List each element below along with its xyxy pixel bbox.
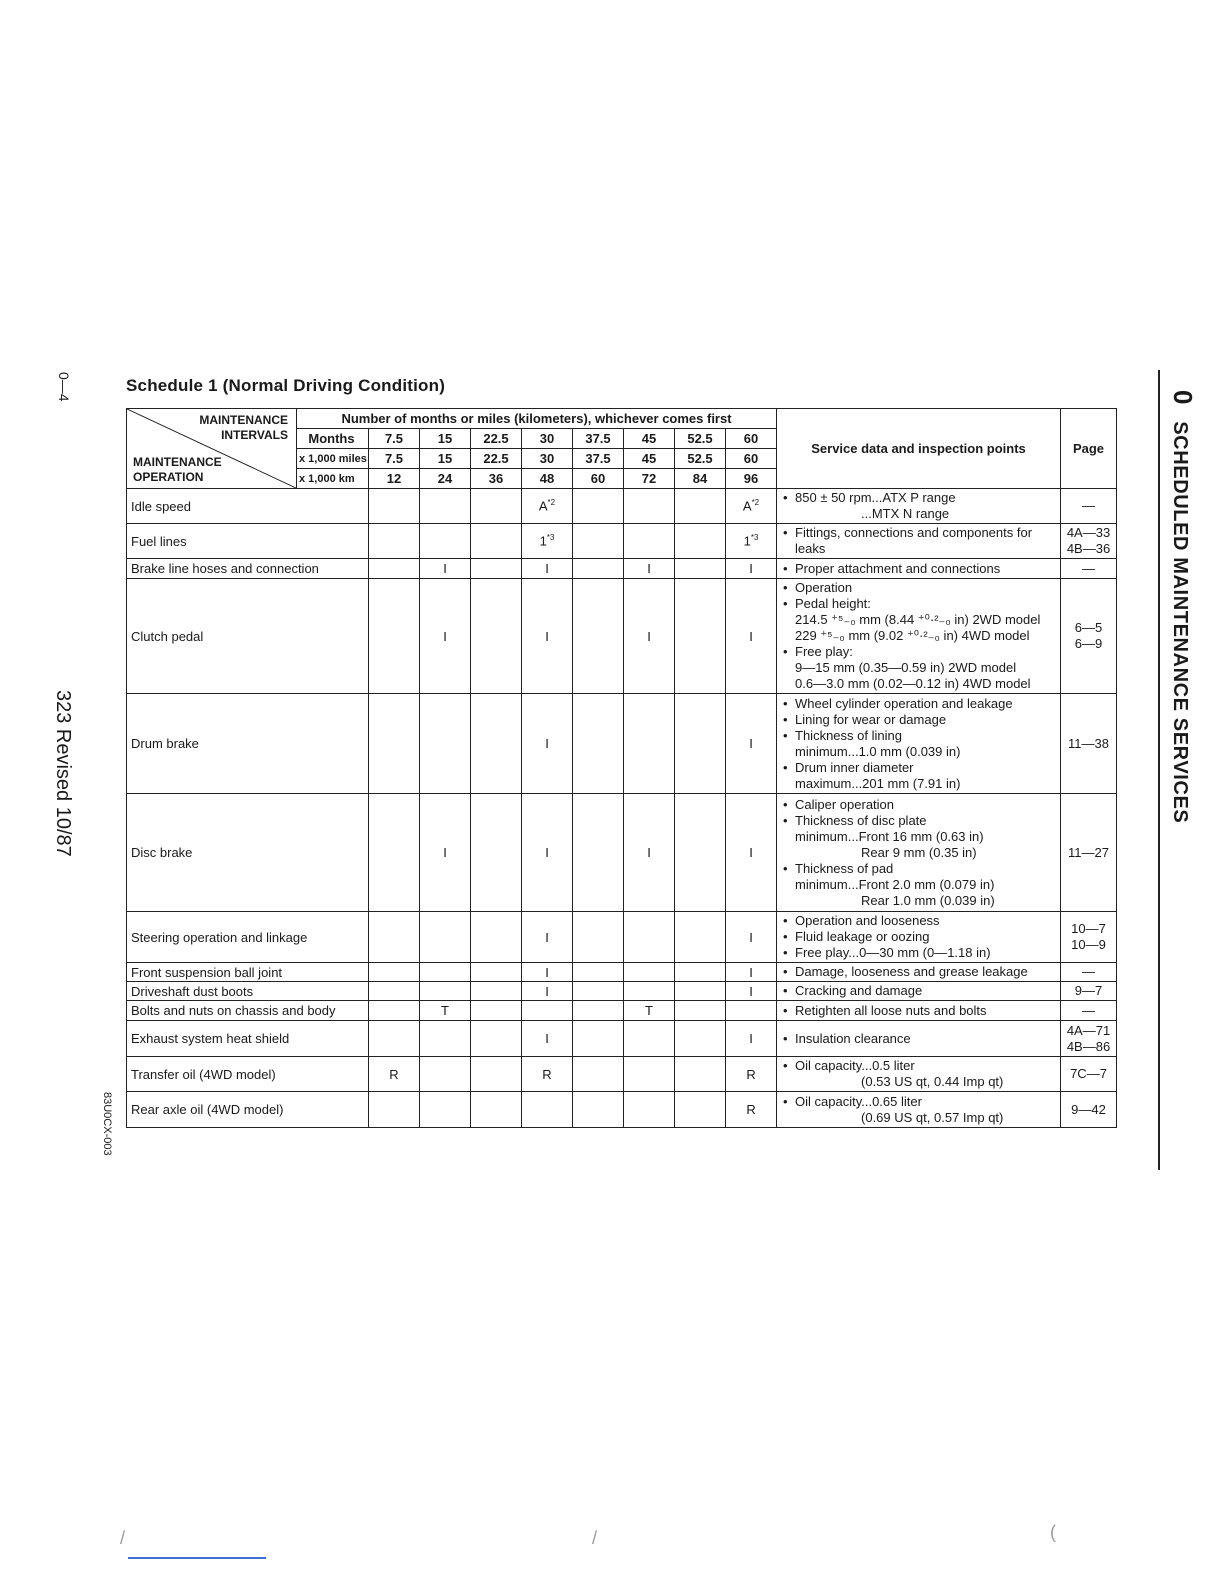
interval-mark bbox=[675, 982, 726, 1001]
service-bullet: • 850 ± 50 rpm...ATX P range bbox=[781, 490, 1056, 506]
service-bullet: • Fluid leakage or oozing bbox=[781, 929, 1056, 945]
schedule-row bbox=[127, 963, 1117, 982]
interval-mark: I bbox=[420, 579, 471, 694]
interval-mark bbox=[420, 963, 471, 982]
interval-mark bbox=[726, 1001, 777, 1021]
interval-mark bbox=[573, 489, 624, 524]
service-bullet: • Operation and looseness bbox=[781, 913, 1056, 929]
interval-mark bbox=[675, 912, 726, 963]
interval-mark: I bbox=[726, 963, 777, 982]
interval-mark bbox=[624, 1057, 675, 1092]
service-detail: minimum...Front 16 mm (0.63 in) bbox=[795, 828, 984, 844]
interval-mark bbox=[369, 982, 420, 1001]
footnote-ref: *3 bbox=[546, 533, 555, 543]
miles-value: 22.5 bbox=[471, 449, 522, 469]
interval-mark bbox=[420, 694, 471, 794]
months-value: 15 bbox=[420, 429, 471, 449]
operation-name: Idle speed bbox=[127, 489, 369, 524]
service-detail: Rear 1.0 mm (0.039 in) bbox=[861, 892, 995, 908]
page-reference: 11—38 bbox=[1061, 694, 1117, 794]
service-points bbox=[777, 559, 1061, 579]
interval-mark: T bbox=[420, 1001, 471, 1021]
service-bullet: • Operation bbox=[781, 580, 1056, 596]
interval-mark: I bbox=[522, 794, 573, 912]
interval-mark bbox=[624, 1092, 675, 1128]
schedule-row bbox=[127, 982, 1117, 1001]
service-bullet: • Thickness of pad bbox=[781, 861, 1056, 877]
interval-mark: R bbox=[369, 1057, 420, 1092]
interval-mark bbox=[369, 559, 420, 579]
miles-value: 37.5 bbox=[573, 449, 624, 469]
page-reference: 9—42 bbox=[1061, 1092, 1117, 1128]
interval-mark bbox=[573, 559, 624, 579]
interval-mark: I bbox=[726, 579, 777, 694]
service-detail: (0.69 US qt, 0.57 Imp qt) bbox=[861, 1109, 1004, 1125]
service-detail: 214.5 ⁺⁵₋₀ mm (8.44 ⁺⁰·²₋₀ in) 2WD model bbox=[795, 612, 1041, 627]
miles-value: 15 bbox=[420, 449, 471, 469]
interval-mark bbox=[420, 912, 471, 963]
interval-mark: I bbox=[522, 579, 573, 694]
interval-mark: I bbox=[726, 982, 777, 1001]
miles-value: 60 bbox=[726, 449, 777, 469]
service-points bbox=[777, 963, 1061, 982]
page-column-header: Page bbox=[1061, 409, 1117, 489]
maintenance-intervals-label: MAINTENANCE INTERVALS bbox=[199, 413, 288, 442]
service-bullet: • Cracking and damage bbox=[781, 983, 1056, 999]
months-value: 30 bbox=[522, 429, 573, 449]
interval-mark bbox=[675, 694, 726, 794]
interval-mark bbox=[471, 489, 522, 524]
interval-mark: I bbox=[624, 559, 675, 579]
operation-name: Clutch pedal bbox=[127, 579, 369, 694]
interval-mark: R bbox=[726, 1057, 777, 1092]
service-points bbox=[777, 1001, 1061, 1021]
miles-label: x 1,000 miles bbox=[297, 449, 369, 469]
interval-mark bbox=[471, 579, 522, 694]
interval-mark bbox=[573, 794, 624, 912]
interval-mark bbox=[471, 1057, 522, 1092]
interval-mark: I bbox=[726, 559, 777, 579]
service-bullet: • Thickness of disc plate bbox=[781, 813, 1056, 829]
interval-mark bbox=[471, 1001, 522, 1021]
operation-name: Disc brake bbox=[127, 794, 369, 912]
interval-mark bbox=[624, 489, 675, 524]
service-bullet: • Oil capacity...0.65 liter bbox=[781, 1094, 1056, 1110]
interval-mark bbox=[675, 579, 726, 694]
interval-mark bbox=[369, 694, 420, 794]
km-value: 72 bbox=[624, 469, 675, 489]
service-bullet: • Thickness of lining bbox=[781, 728, 1056, 744]
interval-mark bbox=[369, 912, 420, 963]
page-reference: 4A—33 4B—36 bbox=[1061, 524, 1117, 559]
page-reference: — bbox=[1061, 559, 1117, 579]
interval-mark bbox=[522, 1092, 573, 1128]
operation-name: Fuel lines bbox=[127, 524, 369, 559]
interval-mark bbox=[471, 524, 522, 559]
interval-mark bbox=[573, 1021, 624, 1057]
operation-name: Transfer oil (4WD model) bbox=[127, 1057, 369, 1092]
interval-mark: 1$^{*3}$ bbox=[522, 524, 573, 559]
interval-mark bbox=[369, 524, 420, 559]
km-value: 12 bbox=[369, 469, 420, 489]
page-reference: 9—7 bbox=[1061, 982, 1117, 1001]
interval-mark: I bbox=[522, 912, 573, 963]
schedule-row bbox=[127, 1057, 1117, 1092]
interval-mark: I bbox=[726, 912, 777, 963]
interval-mark: I bbox=[420, 794, 471, 912]
interval-mark: $A^{*2}$ bbox=[522, 489, 573, 524]
service-column-header: Service data and inspection points bbox=[777, 409, 1061, 489]
interval-mark: $A^{*2}$ bbox=[726, 489, 777, 524]
months-value: 45 bbox=[624, 429, 675, 449]
schedule-row bbox=[127, 1092, 1117, 1128]
page-reference: — bbox=[1061, 1001, 1117, 1021]
schedule-row bbox=[127, 1001, 1117, 1021]
months-value: 60 bbox=[726, 429, 777, 449]
km-value: 60 bbox=[573, 469, 624, 489]
page-reference: 11—27 bbox=[1061, 794, 1117, 912]
interval-mark: I bbox=[726, 794, 777, 912]
service-bullet: • Caliper operation bbox=[781, 797, 1056, 813]
interval-mark bbox=[369, 489, 420, 524]
interval-mark bbox=[624, 1021, 675, 1057]
interval-mark bbox=[471, 1021, 522, 1057]
interval-mark bbox=[675, 1057, 726, 1092]
service-detail: leaks bbox=[795, 541, 826, 556]
operation-name: Front suspension ball joint bbox=[127, 963, 369, 982]
interval-mark bbox=[573, 963, 624, 982]
service-detail: 229 ⁺⁵₋₀ mm (9.02 ⁺⁰·²₋₀ in) 4WD model bbox=[795, 628, 1030, 643]
interval-mark bbox=[675, 794, 726, 912]
months-value: 7.5 bbox=[369, 429, 420, 449]
schedule-body bbox=[127, 489, 1117, 1128]
interval-mark: I bbox=[624, 794, 675, 912]
interval-mark bbox=[369, 794, 420, 912]
pencil-mark: / bbox=[592, 1528, 598, 1548]
interval-mark bbox=[369, 579, 420, 694]
schedule-row bbox=[127, 524, 1117, 559]
interval-mark bbox=[369, 1092, 420, 1128]
interval-mark bbox=[420, 489, 471, 524]
km-value: 48 bbox=[522, 469, 573, 489]
interval-mark: T bbox=[624, 1001, 675, 1021]
interval-mark bbox=[675, 524, 726, 559]
service-detail: 9—15 mm (0.35—0.59 in) 2WD model bbox=[795, 660, 1017, 675]
service-bullet: • Oil capacity...0.5 liter bbox=[781, 1058, 1056, 1074]
service-bullet: • Free play...0—30 mm (0—1.18 in) bbox=[781, 945, 1056, 961]
header-corner bbox=[127, 409, 297, 489]
interval-mark bbox=[573, 912, 624, 963]
interval-mark bbox=[573, 1092, 624, 1128]
page-reference: 7C—7 bbox=[1061, 1057, 1117, 1092]
interval-mark bbox=[624, 524, 675, 559]
interval-mark bbox=[624, 912, 675, 963]
section-number: 0 bbox=[1168, 390, 1198, 406]
interval-mark bbox=[624, 694, 675, 794]
months-value: 52.5 bbox=[675, 429, 726, 449]
service-points bbox=[777, 982, 1061, 1001]
interval-mark bbox=[471, 559, 522, 579]
months-label: Months bbox=[297, 429, 369, 449]
schedule-row bbox=[127, 489, 1117, 524]
service-points bbox=[777, 489, 1061, 524]
interval-mark bbox=[573, 1057, 624, 1092]
miles-value: 52.5 bbox=[675, 449, 726, 469]
service-bullet: • Proper attachment and connections bbox=[781, 561, 1056, 577]
schedule-row bbox=[127, 559, 1117, 579]
km-value: 96 bbox=[726, 469, 777, 489]
page-reference: 10—7 10—9 bbox=[1061, 912, 1117, 963]
pencil-mark: / bbox=[120, 1528, 126, 1548]
interval-mark: R bbox=[522, 1057, 573, 1092]
interval-mark bbox=[675, 489, 726, 524]
maintenance-operation-label: MAINTENANCE OPERATION bbox=[133, 455, 222, 484]
interval-mark bbox=[471, 982, 522, 1001]
interval-mark bbox=[420, 1092, 471, 1128]
schedule-row bbox=[127, 794, 1117, 912]
km-value: 84 bbox=[675, 469, 726, 489]
section-heading bbox=[1167, 390, 1198, 850]
service-bullet: • Fittings, connections and components for bbox=[781, 525, 1056, 541]
km-value: 24 bbox=[420, 469, 471, 489]
page-reference: 6—5 6—9 bbox=[1061, 579, 1117, 694]
miles-value: 30 bbox=[522, 449, 573, 469]
months-value: 37.5 bbox=[573, 429, 624, 449]
interval-mark: I bbox=[726, 1021, 777, 1057]
service-bullet: • Free play: bbox=[781, 644, 1056, 660]
service-bullet: • Insulation clearance bbox=[781, 1031, 1056, 1047]
interval-mark bbox=[420, 1057, 471, 1092]
interval-span-header: Number of months or miles (kilometers), whichever comes first bbox=[297, 409, 777, 429]
miles-value: 7.5 bbox=[369, 449, 420, 469]
interval-mark bbox=[471, 794, 522, 912]
interval-mark bbox=[369, 1021, 420, 1057]
interval-mark bbox=[573, 694, 624, 794]
operation-name: Driveshaft dust boots bbox=[127, 982, 369, 1001]
page-number: 0—4 bbox=[56, 372, 72, 402]
operation-name: Rear axle oil (4WD model) bbox=[127, 1092, 369, 1128]
schedule-row bbox=[127, 1021, 1117, 1057]
figure-code: 83U0CX-003 bbox=[101, 1092, 113, 1156]
operation-name: Bolts and nuts on chassis and body bbox=[127, 1001, 369, 1021]
service-points bbox=[777, 524, 1061, 559]
operation-name: Exhaust system heat shield bbox=[127, 1021, 369, 1057]
interval-mark: I bbox=[522, 694, 573, 794]
service-points bbox=[777, 1021, 1061, 1057]
service-detail: (0.53 US qt, 0.44 Imp qt) bbox=[861, 1074, 1004, 1089]
service-detail: 0.6—3.0 mm (0.02—0.12 in) 4WD model bbox=[795, 676, 1031, 691]
interval-mark: I bbox=[522, 1021, 573, 1057]
pencil-mark: ( bbox=[1050, 1522, 1056, 1542]
operation-name: Brake line hoses and connection bbox=[127, 559, 369, 579]
page-reference: — bbox=[1061, 489, 1117, 524]
interval-mark: I bbox=[624, 579, 675, 694]
interval-mark bbox=[573, 1001, 624, 1021]
interval-mark bbox=[369, 963, 420, 982]
interval-mark bbox=[471, 1092, 522, 1128]
page-reference: 4A—71 4B—86 bbox=[1061, 1021, 1117, 1057]
service-points bbox=[777, 579, 1061, 694]
service-detail: maximum...201 mm (7.91 in) bbox=[795, 775, 961, 791]
revision-note: 323 Revised 10/87 bbox=[52, 690, 74, 857]
operation-name: Steering operation and linkage bbox=[127, 912, 369, 963]
page-title: Schedule 1 (Normal Driving Condition) bbox=[126, 376, 446, 395]
interval-mark: I bbox=[522, 559, 573, 579]
section-rule bbox=[1158, 370, 1160, 1170]
miles-value: 45 bbox=[624, 449, 675, 469]
interval-mark: R bbox=[726, 1092, 777, 1128]
interval-mark bbox=[420, 982, 471, 1001]
interval-mark bbox=[624, 963, 675, 982]
interval-mark bbox=[675, 559, 726, 579]
service-detail: minimum...1.0 mm (0.039 in) bbox=[795, 743, 961, 759]
service-detail: minimum...Front 2.0 mm (0.079 in) bbox=[795, 876, 995, 892]
service-points bbox=[777, 912, 1061, 963]
page-reference: — bbox=[1061, 963, 1117, 982]
km-value: 36 bbox=[471, 469, 522, 489]
footnote-ref: *3 bbox=[750, 533, 759, 543]
service-bullet: • Retighten all loose nuts and bolts bbox=[781, 1003, 1056, 1019]
interval-mark bbox=[573, 579, 624, 694]
interval-mark bbox=[522, 1001, 573, 1021]
service-points bbox=[777, 694, 1061, 794]
footer-link-underline[interactable] bbox=[128, 1557, 266, 1559]
interval-mark bbox=[471, 912, 522, 963]
interval-mark bbox=[624, 982, 675, 1001]
interval-mark bbox=[573, 982, 624, 1001]
service-detail: Rear 9 mm (0.35 in) bbox=[861, 844, 977, 860]
interval-mark bbox=[573, 524, 624, 559]
interval-mark: I bbox=[522, 963, 573, 982]
service-bullet: • Wheel cylinder operation and leakage bbox=[781, 696, 1056, 712]
interval-mark bbox=[675, 1001, 726, 1021]
interval-mark bbox=[471, 963, 522, 982]
service-bullet: • Lining for wear or damage bbox=[781, 712, 1056, 728]
maintenance-schedule-table bbox=[126, 408, 1117, 1128]
interval-mark: I bbox=[420, 559, 471, 579]
interval-mark bbox=[369, 1001, 420, 1021]
service-points bbox=[777, 1057, 1061, 1092]
interval-mark bbox=[471, 694, 522, 794]
schedule-row bbox=[127, 694, 1117, 794]
km-label: x 1,000 km bbox=[297, 469, 369, 489]
interval-mark bbox=[420, 524, 471, 559]
section-title: SCHEDULED MAINTENANCE SERVICES bbox=[1169, 421, 1191, 824]
service-bullet: • Damage, looseness and grease leakage bbox=[781, 964, 1056, 980]
interval-mark: I bbox=[726, 694, 777, 794]
footnote-ref: *2 bbox=[547, 498, 556, 508]
interval-mark: I bbox=[522, 982, 573, 1001]
interval-mark: 1$^{*3}$ bbox=[726, 524, 777, 559]
months-value: 22.5 bbox=[471, 429, 522, 449]
interval-mark bbox=[420, 1021, 471, 1057]
interval-mark bbox=[675, 1092, 726, 1128]
interval-mark bbox=[675, 1021, 726, 1057]
service-points bbox=[777, 794, 1061, 912]
schedule-row bbox=[127, 912, 1117, 963]
service-detail: ...MTX N range bbox=[861, 506, 950, 521]
interval-mark bbox=[675, 963, 726, 982]
operation-name: Drum brake bbox=[127, 694, 369, 794]
footnote-ref: *2 bbox=[751, 498, 760, 508]
service-bullet: • Drum inner diameter bbox=[781, 760, 1056, 776]
schedule-row bbox=[127, 579, 1117, 694]
service-points bbox=[777, 1092, 1061, 1128]
service-bullet: • Pedal height: bbox=[781, 596, 1056, 612]
